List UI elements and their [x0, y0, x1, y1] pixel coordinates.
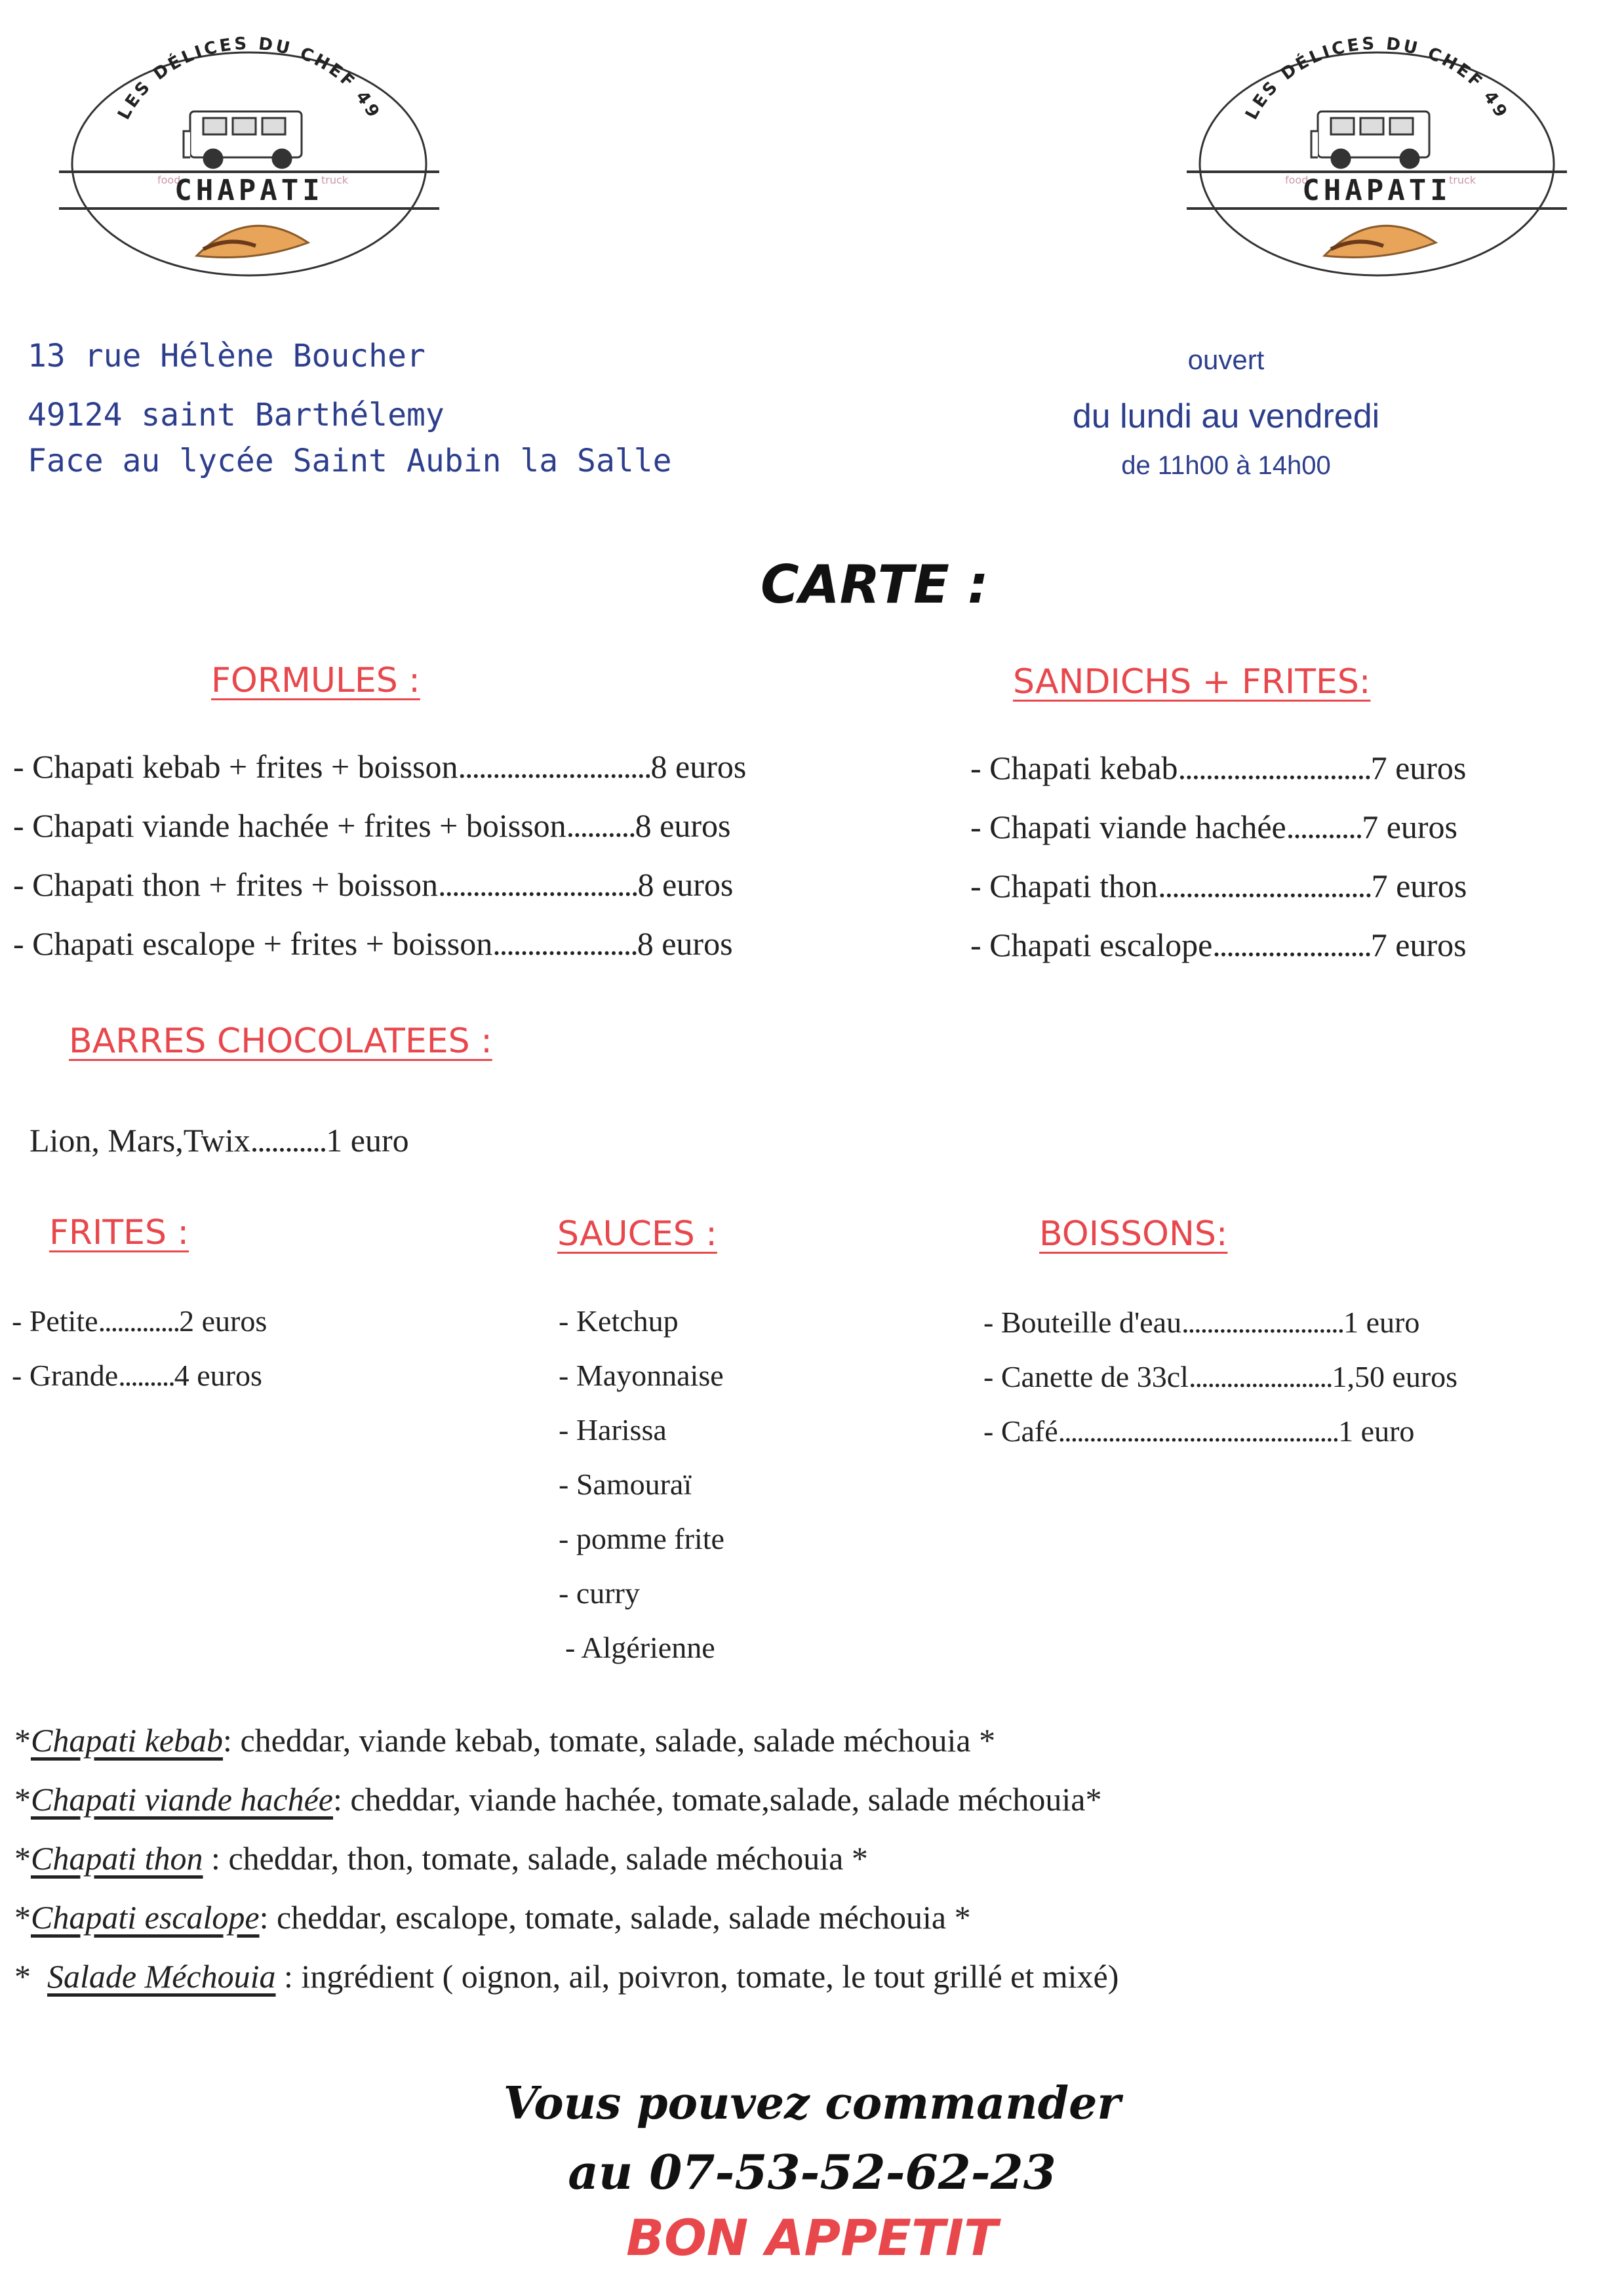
- description-item: *Chapati kebab: cheddar, viande kebab, tomate, salade, salade méchouia *: [14, 1722, 996, 1759]
- list-item: - Harissa: [559, 1413, 667, 1447]
- hours-line-2: du lundi au vendredi: [1072, 397, 1380, 435]
- formules-heading: FORMULES :: [211, 661, 420, 700]
- list-item: - Bouteille d'eau..........................1 euro: [983, 1306, 1420, 1339]
- hours-line-3: de 11h00 à 14h00: [1121, 451, 1331, 480]
- sauces-list: [559, 1304, 724, 1685]
- logo-right: [1187, 33, 1567, 282]
- sauces-heading: SAUCES :: [557, 1214, 717, 1254]
- address-line-3: Face au lycée Saint Aubin la Salle: [28, 443, 672, 479]
- description-item: *Chapati viande hachée: cheddar, viande hachée, tomate,salade, salade méchouia*: [14, 1781, 1102, 1818]
- svg-text:LES DÉLICES DU CHEF 49: LES DÉLICES DU CHEF 49: [1242, 33, 1512, 123]
- svg-text:food: food: [1285, 174, 1309, 186]
- sandwichs-heading: SANDICHS + FRITES:: [1013, 662, 1371, 702]
- list-item: - Chapati escalope + frites + boisson.....................8 euros: [13, 925, 733, 962]
- list-item: - Chapati viande hachée + frites + boisson..........8 euros: [13, 807, 731, 844]
- list-item: - Chapati thon + frites + boisson.............................8 euros: [13, 866, 734, 903]
- description-item: * Salade Méchouia : ingrédient ( oignon, ail, poivron, tomate, le tout grillé et mixé): [14, 1958, 1119, 1995]
- svg-text:LES DÉLICES DU CHEF 49: LES DÉLICES DU CHEF 49: [114, 33, 384, 123]
- list-item: - pomme frite: [559, 1522, 724, 1555]
- formules-list: [13, 748, 746, 984]
- list-item: - Chapati kebab............................7 euros: [970, 749, 1467, 786]
- sandwichs-list: [970, 749, 1467, 985]
- boissons-heading: BOISSONS:: [1039, 1214, 1228, 1254]
- logo-left: [59, 33, 439, 282]
- svg-text:truck: truck: [1449, 174, 1476, 186]
- food-truck-logo-icon: [59, 33, 439, 282]
- description-item: *Chapati thon : cheddar, thon, tomate, salade, salade méchouia *: [14, 1840, 868, 1877]
- list-item: - Grande.........4 euros: [12, 1359, 262, 1392]
- list-item: - Chapati escalope.......................7 euros: [970, 927, 1467, 963]
- list-item: - Canette de 33cl.......................1,50 euros: [983, 1360, 1458, 1393]
- address-line-1: 13 rue Hélène Boucher: [28, 338, 426, 374]
- list-item: - Chapati kebab + frites + boisson............................8 euros: [13, 748, 747, 785]
- list-item: - Chapati viande hachée...........7 euros: [970, 808, 1458, 845]
- food-truck-logo-icon: [1187, 33, 1567, 282]
- svg-text:CHAPATI: CHAPATI: [174, 174, 324, 207]
- svg-text:CHAPATI: CHAPATI: [1302, 174, 1452, 207]
- list-item: - Petite.............2 euros: [12, 1304, 267, 1338]
- list-item: - Café.............................................1 euro: [983, 1414, 1415, 1448]
- boissons-list: [983, 1305, 1457, 1468]
- page-title: CARTE :: [761, 554, 989, 615]
- footer-phone: au 07-53-52-62-23: [568, 2144, 1056, 2200]
- list-item: - Algérienne: [565, 1631, 715, 1664]
- frites-list: [12, 1304, 267, 1412]
- footer-bon-appetit: BON APPETIT: [626, 2208, 998, 2267]
- description-item: *Chapati escalope: cheddar, escalope, tomate, salade, salade méchouia *: [14, 1899, 971, 1936]
- address-line-2: 49124 saint Barthélemy: [28, 397, 445, 433]
- svg-text:truck: truck: [321, 174, 349, 186]
- footer-order-line: Vous pouvez commander: [503, 2077, 1121, 2130]
- list-item: - Chapati thon...............................7 euros: [970, 868, 1467, 904]
- list-item: - Ketchup: [559, 1304, 679, 1338]
- barres-heading: BARRES CHOCOLATEES :: [69, 1022, 492, 1061]
- descriptions: [14, 1721, 1119, 2016]
- list-item: - Mayonnaise: [559, 1359, 724, 1392]
- list-item: - curry: [559, 1576, 640, 1610]
- svg-text:food: food: [157, 174, 181, 186]
- barres-item: Lion, Mars,Twix...........1 euro: [30, 1122, 409, 1159]
- frites-heading: FRITES :: [49, 1213, 189, 1252]
- list-item: - Samouraï: [559, 1467, 692, 1501]
- hours-line-1: ouvert: [1187, 344, 1265, 375]
